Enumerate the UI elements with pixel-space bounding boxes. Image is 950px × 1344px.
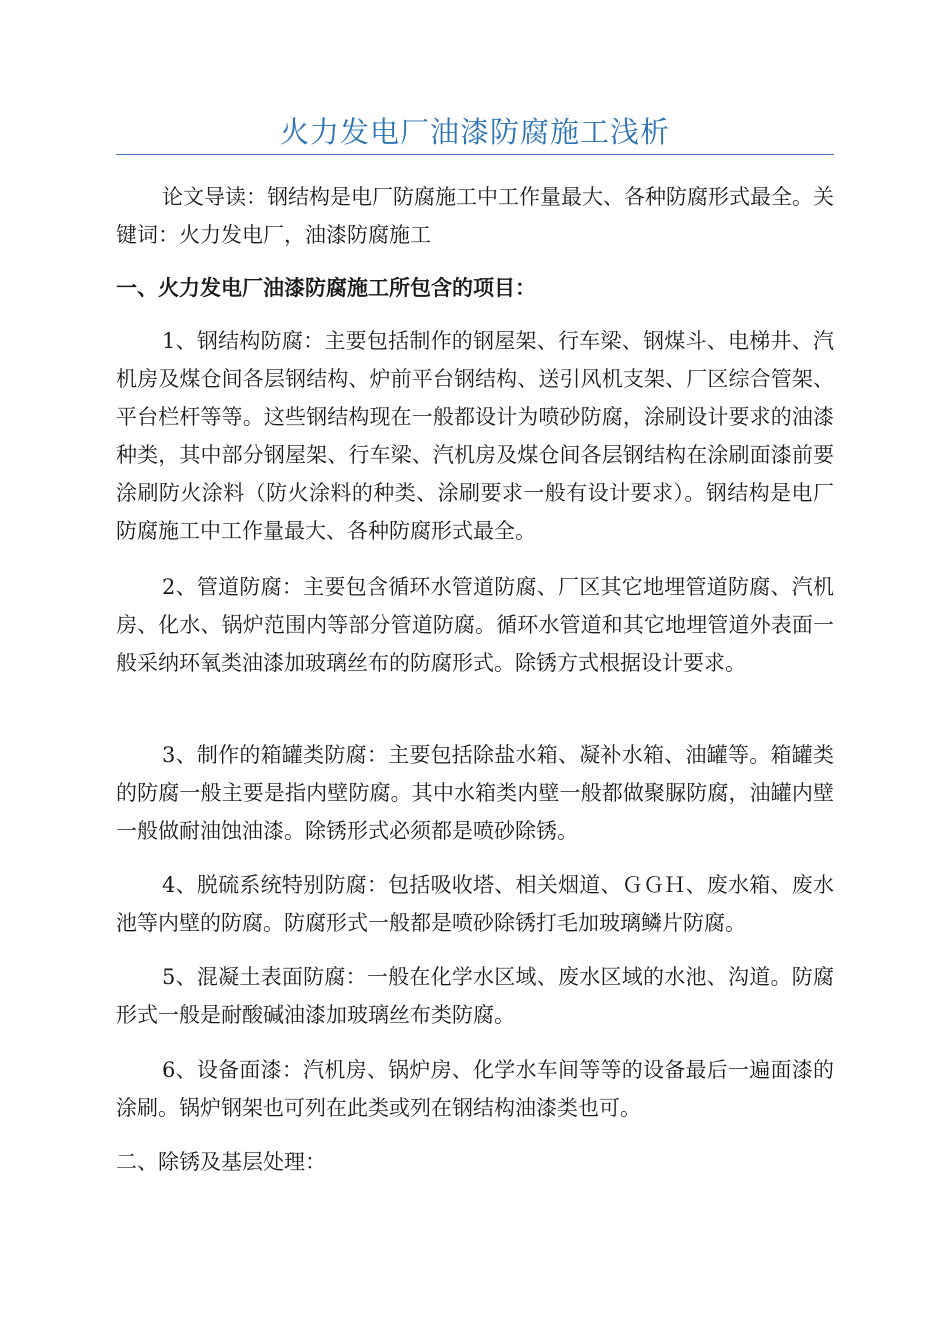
document-title: 火力发电厂油漆防腐施工浅析 — [279, 115, 670, 149]
intro-paragraph: 论文导读：钢结构是电厂防腐施工中工作量最大、各种防腐形式最全。关键词：火力发电厂，油漆防腐施工 — [116, 185, 834, 247]
paragraph-desulfurization: 4、脱硫系统特别防腐：包括吸收塔、相关烟道、ＧＧＨ、废水箱、废水池等内壁的防腐。防腐形式一般都是喷砂除锈打毛加玻璃鳞片防腐。 — [116, 873, 834, 935]
paragraph-equipment: 6、设备面漆：汽机房、锅炉房、化学水车间等等的设备最后一遍面漆的涂刷。锅炉钢架也可列在此类或列在钢结构油漆类也可。 — [116, 1058, 834, 1120]
paragraph-tanks: 3、制作的箱罐类防腐：主要包括除盐水箱、凝补水箱、油罐等。箱罐类的防腐一般主要是指内壁防腐。其中水箱类内壁一般都做聚脲防腐，油罐内壁一般做耐油蚀油漆。除锈形式必须都是喷砂除锈。 — [116, 743, 834, 843]
section-heading-2: 二、除锈及基层处理： — [116, 1150, 326, 1174]
paragraph-pipeline: 2、管道防腐：主要包含循环水管道防腐、厂区其它地埋管道防腐、汽机房、化水、锅炉范围内等部分管道防腐。循环水管道和其它地埋管道外表面一般采纳环氧类油漆加玻璃丝布的防腐形式。除锈方式根据设计要求。 — [116, 575, 834, 675]
paragraph-concrete: 5、混凝土表面防腐：一般在化学水区域、废水区域的水池、沟道。防腐形式一般是耐酸碱油漆加玻璃丝布类防腐。 — [116, 965, 834, 1027]
section-heading-1: 一、火力发电厂油漆防腐施工所包含的项目： — [116, 275, 536, 300]
paragraph-steel-structure: 1、钢结构防腐：主要包括制作的钢屋架、行车梁、钢煤斗、电梯井、汽机房及煤仓间各层钢结构、炉前平台钢结构、送引风机支架、厂区综合管架、平台栏杆等等。这些钢结构现在一般都设计为喷砂防腐，涂刷设计要求的油漆种类，其中部分钢屋架、行车梁、汽机房及煤仓间各层钢结构在涂刷面漆前要涂刷防火涂料（防火涂料的种类、涂刷要求一般有设计要求）。钢结构是电厂防腐施工中工作量最大、各种防腐形式最全。 — [116, 329, 834, 543]
title-underline — [116, 154, 834, 155]
